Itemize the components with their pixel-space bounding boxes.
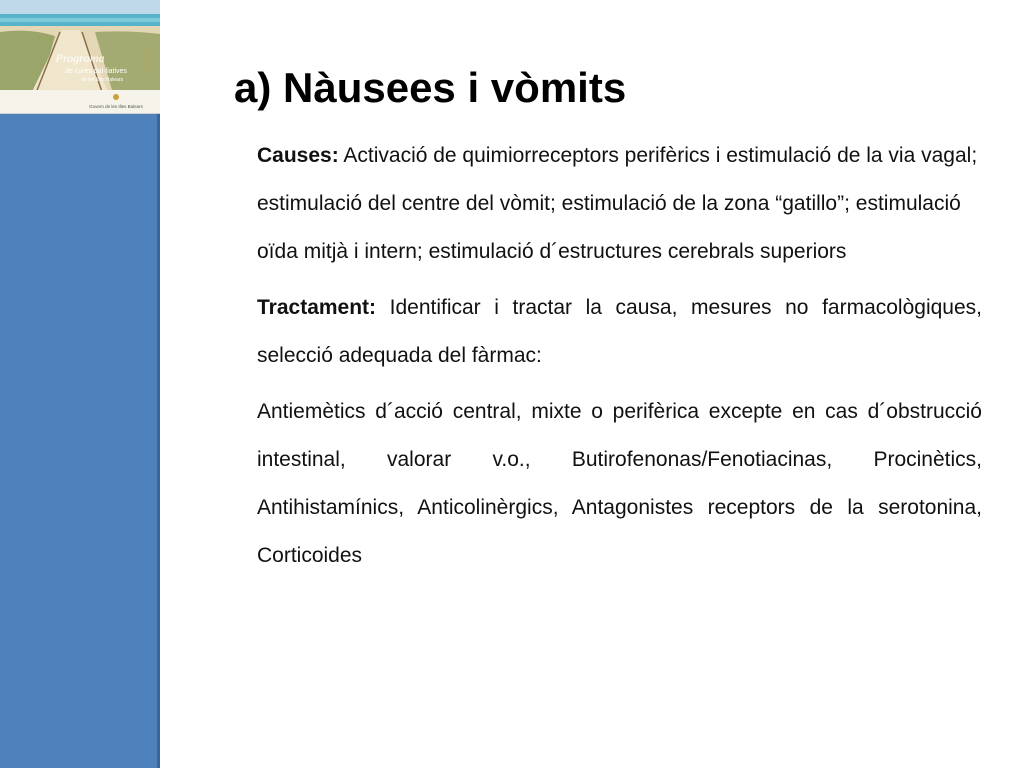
logo-government-text: Govern de les Illes Balears [89, 104, 143, 109]
logo-region-text: de les Illes Balears [81, 77, 123, 83]
antiemetics-text: Antiemètics d´acció central, mixte o perifèrica excepte en cas d´obstrucció intestinal, valorar v.o., Butirofenonas/Fenotiacinas, Procinètics, Antihistamínics, Anticolinèrgics, Antagonistes receptors de la serotonina, Corticoides [257, 400, 982, 567]
program-logo [0, 0, 160, 114]
government-emblem-icon [113, 94, 119, 100]
logo-subtitle-text: de cures pal·liatives [65, 68, 127, 75]
slide-title: a) Nàusees i vòmits [234, 64, 627, 111]
causes-label: Causes: [257, 144, 339, 167]
treatment-paragraph [257, 284, 982, 380]
logo-program-text: Programa [55, 51, 105, 65]
beach-logo-image [0, 0, 160, 113]
treatment-text: Identificar i tractar la causa, mesures no farmacològiques, selecció adequada del fàrmac: [257, 296, 982, 367]
slide-content [257, 132, 982, 588]
treatment-label: Tractament: [257, 296, 377, 319]
causes-text: Activació de quimiorreceptors perifèrics i estimulació de la via vagal; estimulació del centre del vòmit; estimulació de la zona “gatillo”; estimulació oïda mitjà i intern; estimulació d´estructures cerebrals superiors [257, 144, 978, 263]
logo-years-text: 2011/2016 [146, 46, 152, 74]
causes-paragraph [257, 132, 982, 276]
antiemetics-paragraph [257, 388, 982, 580]
sidebar-band [0, 114, 160, 768]
